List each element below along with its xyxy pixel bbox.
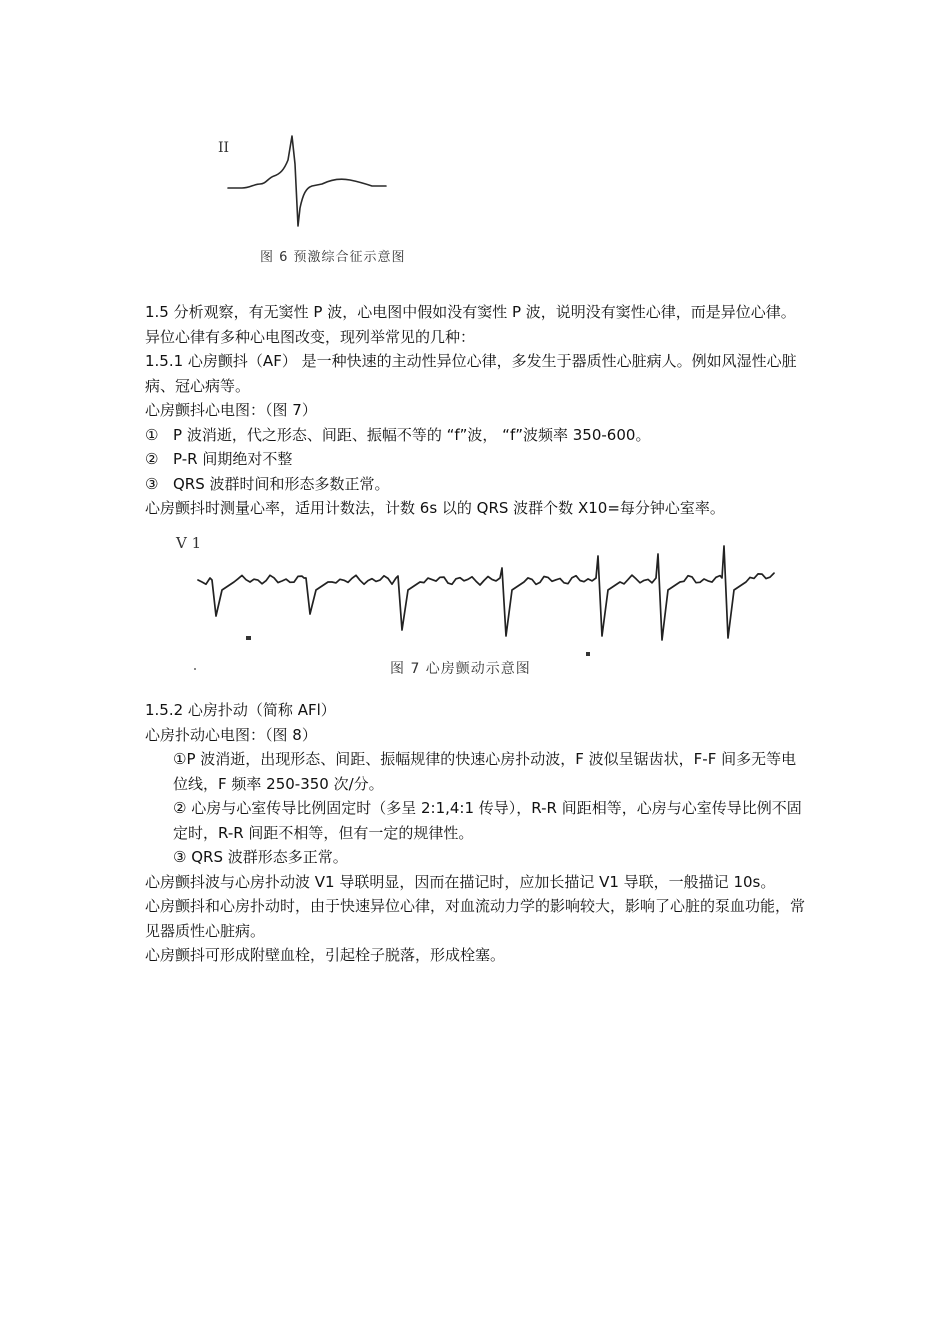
figure-6-caption: 图 6 预激综合征示意图 — [260, 250, 406, 265]
afl-item-3: ③ QRS 波群形态多正常。 — [173, 848, 348, 866]
paper-speck — [586, 652, 590, 656]
figure-7-caption: 图 7 心房颤动示意图 — [390, 661, 531, 677]
afl-item-1: ①P 波消逝，出现形态、间距、振幅规律的快速心房扑动波，F 波似呈锯齿状，F-F 间多无等电位线，F 频率 250-350 次/分。 — [173, 750, 797, 793]
thrombus-paragraph: 心房颤抖可形成附壁血栓，引起栓子脱落，形成栓塞。 — [145, 946, 506, 964]
afl-item-2: ② 心房与心室传导比例固定时（多呈 2:1,4:1 传导），R-R 间距相等，心房与心室传导比例不固定时，R-R 间距不相等，但有一定的规律性。 — [173, 799, 802, 842]
af-item-1-num: ① — [145, 425, 159, 444]
lead-label-ii: II — [218, 140, 230, 156]
af-item-1-text: P 波消逝，代之形态、间距、振幅不等的 “f”波， “f”波频率 350-600。 — [173, 425, 651, 444]
af-item-2-text: P-R 间期绝对不整 — [173, 450, 293, 468]
figure-6-preexcitation-ecg — [150, 122, 450, 274]
af-ecg-title: 心房颤抖心电图：（图 7） — [145, 401, 317, 419]
section-1-5-2-heading: 1.5.2 心房扑动（简称 AFl） — [145, 701, 336, 719]
section-1-5-intro: 1.5 分析观察，有无窦性 P 波，心电图中假如没有窦性 P 波，说明没有窦性心律，而是异位心律。异位心律有多种心电图改变，现列举常见的几种： — [145, 303, 796, 346]
af-item-3-text: QRS 波群时间和形态多数正常。 — [173, 474, 390, 493]
afl-ecg-title: 心房扑动心电图：（图 8） — [145, 725, 317, 744]
af-item-1 — [145, 423, 810, 448]
af-item-2-num: ② — [145, 450, 159, 468]
paper-speck — [246, 636, 251, 640]
paper-speck — [194, 668, 196, 670]
figure-7-atrial-fibrillation-ecg — [146, 528, 806, 688]
section-1-5-1-heading: 1.5.1 心房颤抖（AF） 是一种快速的主动性异位心律，多发生于器质性心脏病人。例如风湿性心脏病、冠心病等。 — [145, 352, 797, 395]
lead-label-v1: V 1 — [176, 534, 202, 552]
hemodynamics-paragraph: 心房颤抖和心房扑动时，由于快速异位心律，对血流动力学的影响较大，影响了心脏的泵血功能，常见器质性心脏病。 — [145, 897, 806, 940]
text-block-2 — [145, 698, 810, 968]
af-item-2 — [145, 447, 810, 472]
af-measure-text: 心房颤抖时测量心率，适用计数法，计数 6s 以的 QRS 波群个数 X10=每分钟心室率。 — [145, 499, 725, 517]
af-item-3 — [145, 472, 810, 497]
v1-lead-paragraph: 心房颤抖波与心房扑动波 V1 导联明显，因而在描记时，应加长描记 V1 导联，一般描记 10s。 — [145, 872, 776, 891]
af-item-3-num: ③ — [145, 474, 159, 493]
text-block-1 — [145, 300, 810, 521]
